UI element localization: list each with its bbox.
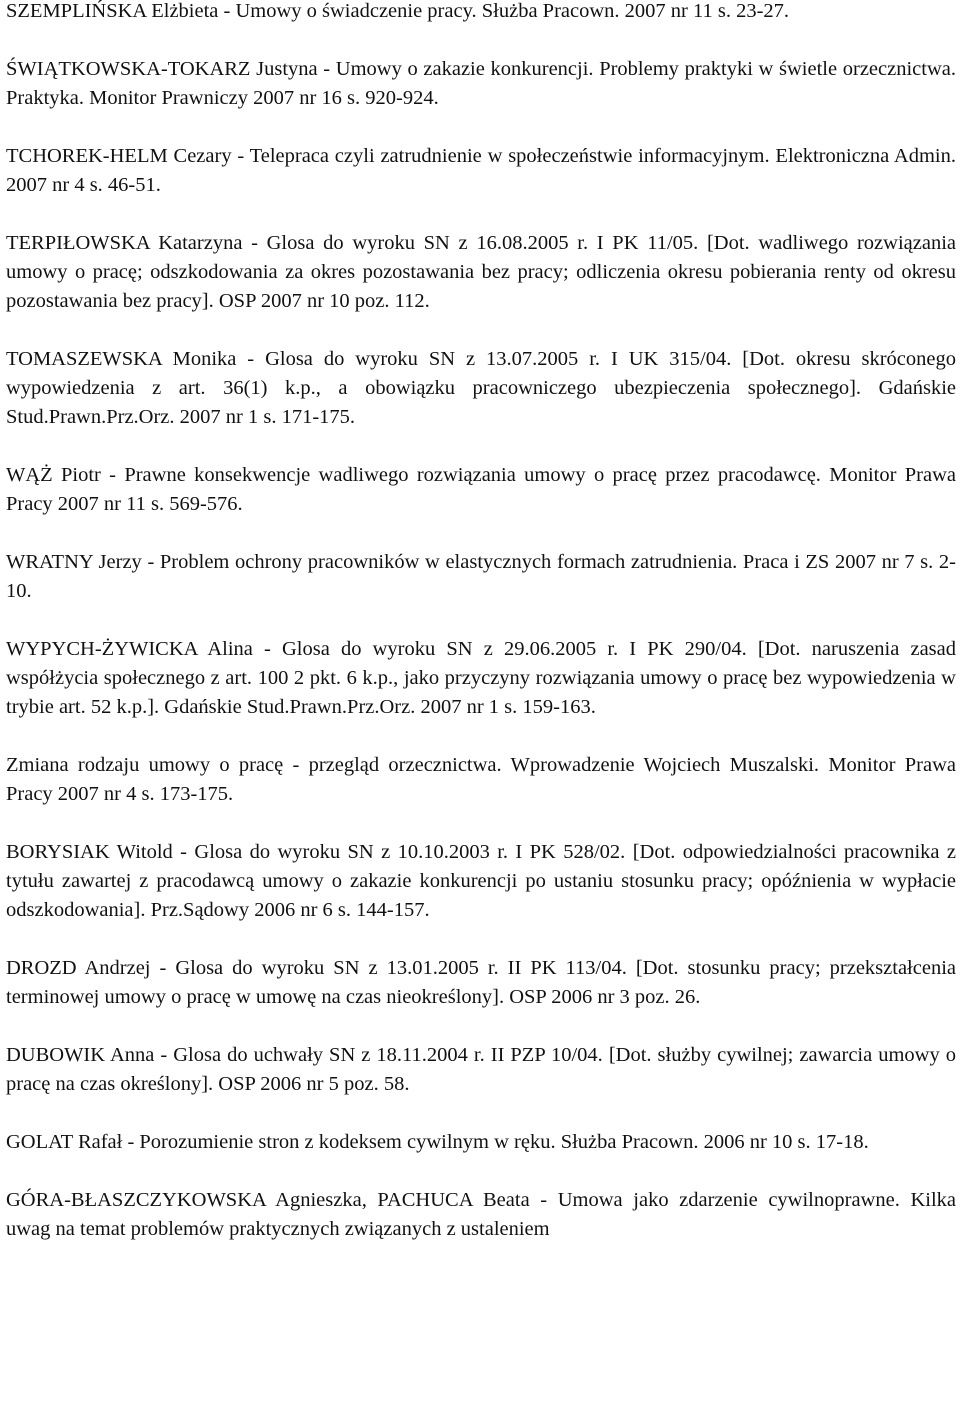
- bibliography-entry: WRATNY Jerzy - Problem ochrony pracowników w elastycznych formach zatrudnienia. Praca i ZS 2007 nr 7 s. 2-10.: [6, 551, 956, 602]
- bibliography-entry: DROZD Andrzej - Glosa do wyroku SN z 13.01.2005 r. II PK 113/04. [Dot. stosunku pracy; przekształcenia terminowej umowy o pracę w umowę na czas nieokreślony]. OSP 2006 nr 3 poz. 26.: [6, 957, 956, 1008]
- bibliography-entry: Zmiana rodzaju umowy o pracę - przegląd orzecznictwa. Wprowadzenie Wojciech Muszalski. Monitor Prawa Pracy 2007 nr 4 s. 173-175.: [6, 754, 956, 805]
- bibliography-entry: BORYSIAK Witold - Glosa do wyroku SN z 10.10.2003 r. I PK 528/02. [Dot. odpowiedzialności pracownika z tytułu zawartej z pracodawcą umowy o zakazie konkurencji po ustaniu stosunku pracy; opóźnienia w wypłacie odszkodowania]. Prz.Sądowy 2006 nr 6 s. 144-157.: [6, 841, 956, 921]
- bibliography-entry: TOMASZEWSKA Monika - Glosa do wyroku SN z 13.07.2005 r. I UK 315/04. [Dot. okresu skróconego wypowiedzenia z art. 36(1) k.p., a obowiązku pracowniczego ubezpieczenia społecznego]. Gdańskie Stud.Prawn.Prz.Orz. 2007 nr 1 s. 171-175.: [6, 348, 956, 428]
- bibliography-entry: TERPIŁOWSKA Katarzyna - Glosa do wyroku SN z 16.08.2005 r. I PK 11/05. [Dot. wadliwego rozwiązania umowy o pracę; odszkodowania za okres pozostawania bez pracy; odliczenia okresu pobierania renty od okresu pozostawania bez pracy]. OSP 2007 nr 10 poz. 112.: [6, 232, 956, 312]
- bibliography-entry: DUBOWIK Anna - Glosa do uchwały SN z 18.11.2004 r. II PZP 10/04. [Dot. służby cywilnej; zawarcia umowy o pracę na czas określony]. OSP 2006 nr 5 poz. 58.: [6, 1044, 956, 1095]
- bibliography-entry: SZEMPLIŃSKA Elżbieta - Umowy o świadczenie pracy. Służba Pracown. 2007 nr 11 s. 23-27.: [6, 0, 790, 22]
- bibliography-entry: TCHOREK-HELM Cezary - Telepraca czyli zatrudnienie w społeczeństwie informacyjnym. Elektroniczna Admin. 2007 nr 4 s. 46-51.: [6, 145, 956, 196]
- bibliography-entry: GÓRA-BŁASZCZYKOWSKA Agnieszka, PACHUCA Beata - Umowa jako zdarzenie cywilnoprawne. Kilka uwag na temat problemów praktycznych związanych z ustaleniem: [6, 1189, 956, 1240]
- bibliography-entry: WĄŻ Piotr - Prawne konsekwencje wadliwego rozwiązania umowy o pracę przez pracodawcę. Monitor Prawa Pracy 2007 nr 11 s. 569-576.: [6, 464, 956, 515]
- bibliography-list: [6, 0, 956, 1273]
- bibliography-entry: GOLAT Rafał - Porozumienie stron z kodeksem cywilnym w ręku. Służba Pracown. 2006 nr 10 s. 17-18.: [6, 1131, 869, 1153]
- bibliography-entry: WYPYCH-ŻYWICKA Alina - Glosa do wyroku SN z 29.06.2005 r. I PK 290/04. [Dot. naruszenia zasad współżycia społecznego z art. 100 2 pkt. 6 k.p., jako przyczyny rozwiązania umowy o pracę bez wypowiedzenia w trybie art. 52 k.p.]. Gdańskie Stud.Prawn.Prz.Orz. 2007 nr 1 s. 159-163.: [6, 638, 956, 718]
- bibliography-entry: ŚWIĄTKOWSKA-TOKARZ Justyna - Umowy o zakazie konkurencji. Problemy praktyki w świetle orzecznictwa. Praktyka. Monitor Prawniczy 2007 nr 16 s. 920-924.: [6, 58, 956, 109]
